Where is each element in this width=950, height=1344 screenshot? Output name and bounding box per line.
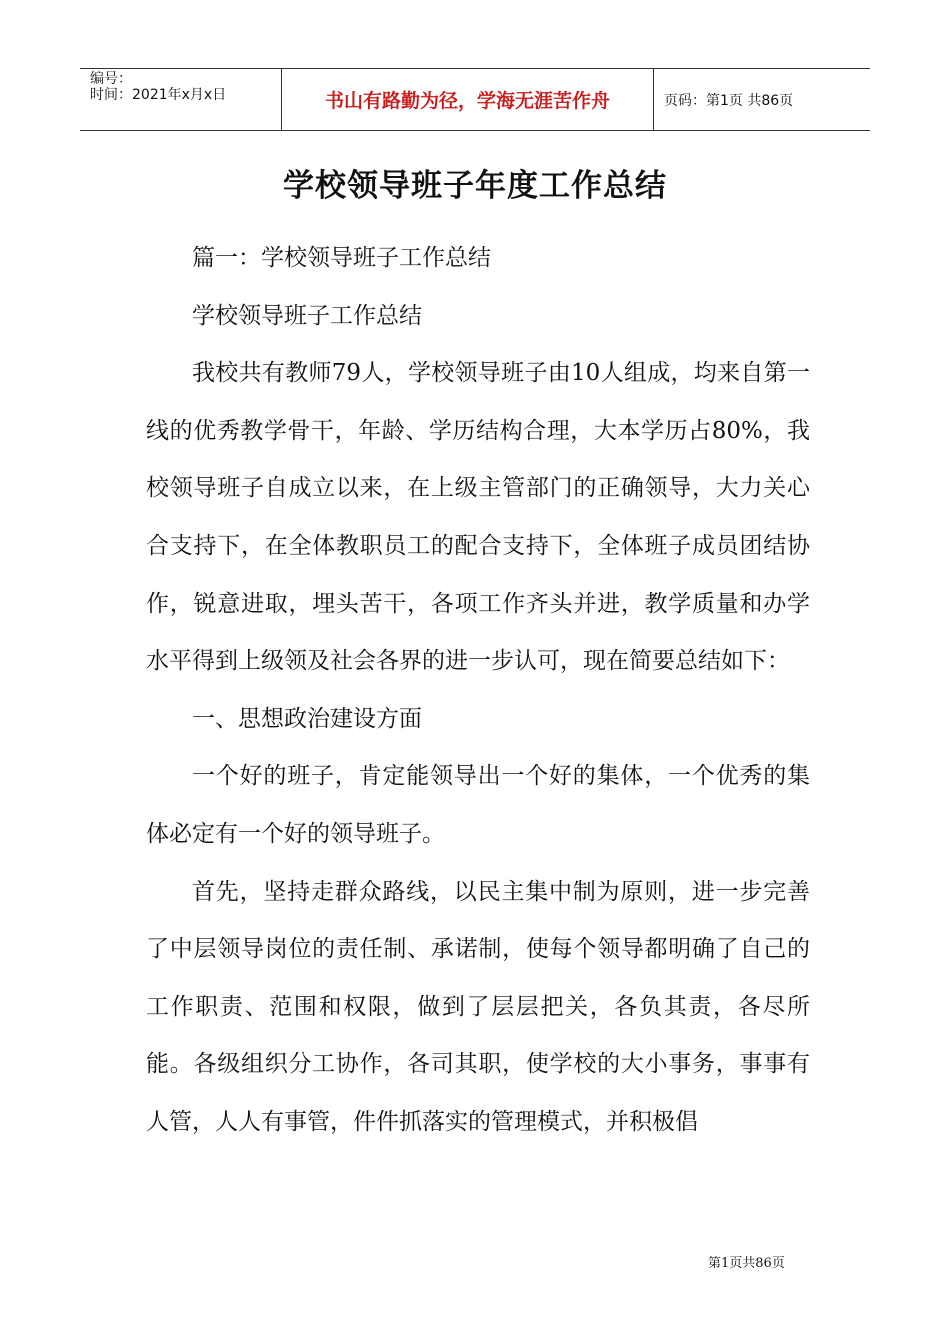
- page-footer: 第1页共86页: [708, 1256, 785, 1271]
- header-motto: 书山有路勤为径，学海无涯苦作舟: [282, 69, 654, 130]
- serial-number-label: 编号：: [90, 71, 132, 87]
- header-page-info: 页码：第1页 共86页: [664, 92, 794, 109]
- document-body: [146, 230, 810, 1152]
- paragraph: 一个好的班子，肯定能领导出一个好的集体，一个优秀的集体必定有一个好的领导班子。: [146, 763, 810, 847]
- paragraph: 我校共有教师79人，学校领导班子由10人组成，均来自第一线的优秀教学骨干，年龄、学历结构合理，大本学历占80%，我校领导班子自成立以来，在上级主管部门的正确领导，大力关心合支持下，在全体教职员工的配合支持下，全体班子成员团结协作，锐意进取，埋头苦干，各项工作齐头并进，教学质量和办学水平得到上级领及社会各界的进一步认可，现在简要总结如下：: [146, 360, 810, 675]
- page-header: [80, 68, 870, 131]
- paragraph: 首先，坚持走群众路线，以民主集中制为原则，进一步完善了中层领导岗位的责任制、承诺制，使每个领导都明确了自己的工作职责、范围和权限，做到了层层把关，各负其责，各尽所能。各级组织分工协作，各司其职，使学校的大小事务，事事有人管，人人有事管，件件抓落实的管理模式，并积极倡: [146, 878, 810, 1135]
- paragraph: 篇一：学校领导班子工作总结: [192, 245, 491, 271]
- paragraph: 一、思想政治建设方面: [192, 705, 422, 732]
- date-label: 时间：2021年x月x日: [90, 87, 227, 103]
- header-meta: [80, 69, 282, 130]
- document-title: 学校领导班子年度工作总结: [283, 168, 667, 204]
- paragraph: 学校领导班子工作总结: [192, 302, 422, 329]
